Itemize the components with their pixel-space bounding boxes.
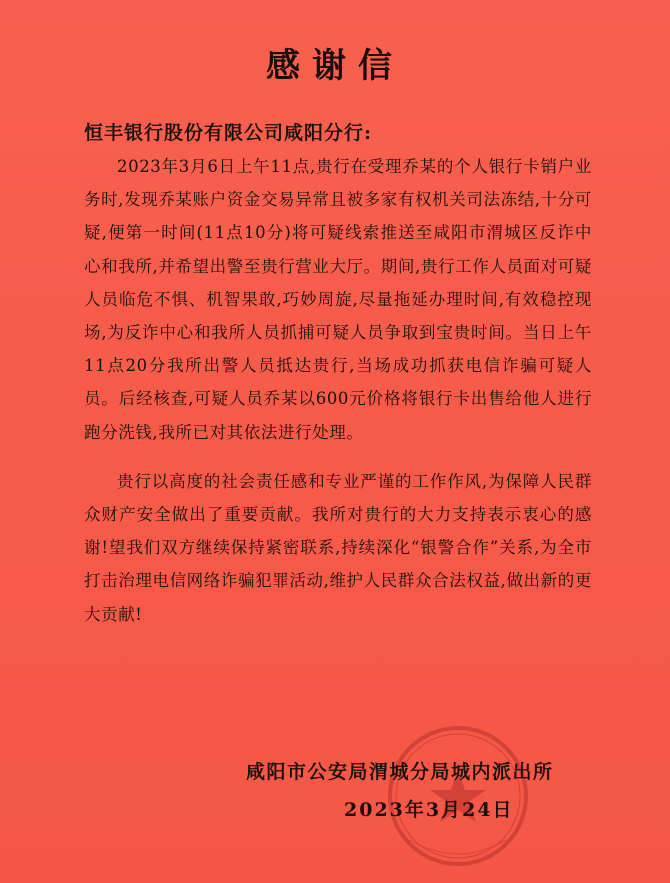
body-paragraph-2: 贵行以高度的社会责任感和专业严谨的工作作风,为保障人民群众财产安全做出了重要贡献。我所对贵行的大力支持表示衷心的感谢!望我们双方继续保持紧密联系,持续深化“银警合作”关系,为全市打击治理电信网络诈骗犯罪活动,维护人民群众合法权益,做出新的更大贡献! <box>84 471 592 624</box>
letter-title: 感谢信 <box>266 46 404 86</box>
body-paragraph-1: 2023年3月6日上午11点,贵行在受理乔某的个人银行卡销户业务时,发现乔某账户资金交易异常且被多家有权机关司法冻结,十分可疑,便第一时间(11点10分)将可疑线索推送至咸阳市渭城区反诈中心和我所,并希望出警至贵行营业大厅。期间,贵行工作人员面对可疑人员临危不惧、机智果敢,巧妙周旋,尽量拖延办理时间,有效稳控现场,为反诈中心和我所人员抓捕可疑人员争取到宝贵时间。当日上午11点20分我所出警人员抵达贵行,当场成功抓获电信诈骗可疑人员。后经核查,可疑人员乔某以600元价格将银行卡出售给他人进行跑分洗钱,我所已对其依法进行处理。 <box>84 157 592 442</box>
salutation: 恒丰银行股份有限公司咸阳分行: <box>84 122 373 144</box>
letter-body <box>84 150 592 631</box>
signature-date: 2023年3月24日 <box>344 799 514 821</box>
signature-organization: 咸阳市公安局渭城分局城内派出所 <box>246 761 554 783</box>
